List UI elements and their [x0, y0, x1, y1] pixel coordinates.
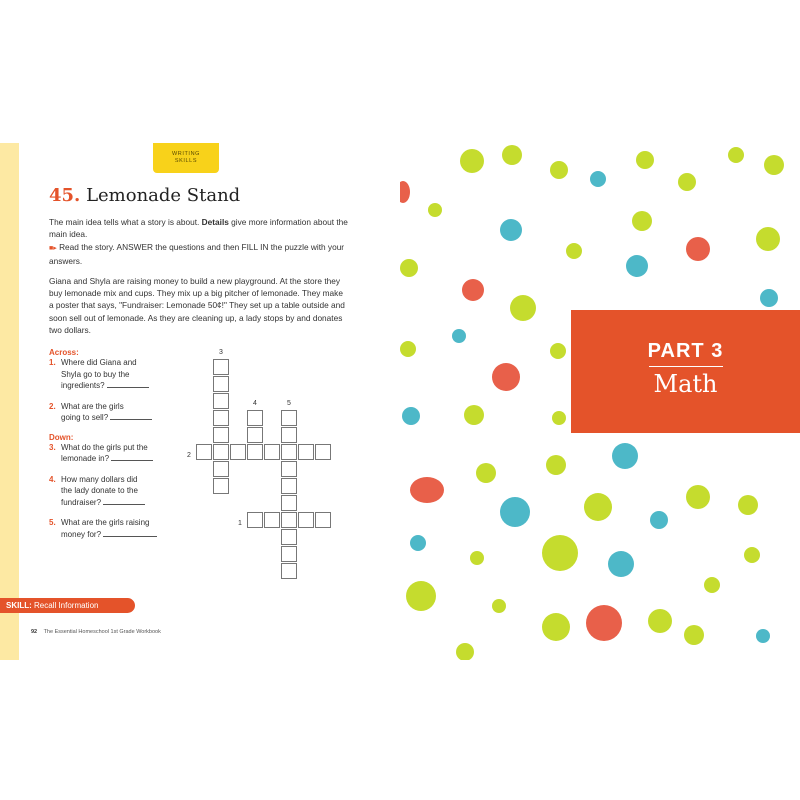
clue-number-1: 1 — [238, 520, 242, 527]
skill-label: SKILL: — [6, 601, 32, 610]
paint-dot — [470, 551, 484, 565]
activity-title: Lemonade Stand — [86, 185, 241, 206]
paint-dot — [552, 411, 566, 425]
clue-down-3 — [49, 442, 179, 465]
paint-dot — [632, 211, 652, 231]
paint-dot — [452, 329, 466, 343]
tab-line-1: WRITING — [171, 151, 201, 158]
grid-cell[interactable] — [281, 461, 297, 477]
paint-dot — [756, 629, 770, 643]
clue-line: Shyla go to buy the — [61, 369, 130, 379]
paint-dot — [546, 455, 566, 475]
grid-cell[interactable] — [281, 495, 297, 511]
clue-line: What do the girls put the — [61, 442, 148, 452]
grid-cell[interactable] — [264, 444, 280, 460]
paint-dot — [402, 407, 420, 425]
paint-dot — [760, 289, 778, 307]
paint-dot — [542, 613, 570, 641]
part-divider — [649, 366, 723, 367]
paint-dot — [590, 171, 606, 187]
paint-dot — [542, 535, 578, 571]
left-page — [0, 143, 400, 660]
paint-dot — [460, 149, 484, 173]
paint-dot — [400, 341, 416, 357]
grid-cell[interactable] — [213, 461, 229, 477]
grid-cell[interactable] — [213, 376, 229, 392]
paint-dot — [738, 495, 758, 515]
grid-cell[interactable] — [281, 546, 297, 562]
grid-cell[interactable] — [281, 410, 297, 426]
answer-blank[interactable] — [107, 381, 149, 388]
grid-cell[interactable] — [247, 512, 263, 528]
clue-line: ingredients? — [61, 381, 105, 390]
answer-blank[interactable] — [103, 498, 145, 505]
grid-cell[interactable] — [247, 444, 263, 460]
clue-line: What are the girls raising — [61, 518, 150, 527]
page-title — [49, 185, 240, 206]
grid-cell[interactable] — [247, 427, 263, 443]
paint-dot — [626, 255, 648, 277]
clue-line: Where did Giana and — [61, 358, 137, 367]
skill-text: Recall Information — [31, 601, 99, 610]
activity-number: 45. — [49, 185, 81, 206]
paint-dot — [428, 203, 442, 217]
clue-line: lemonade in? — [61, 454, 110, 463]
paint-dot — [678, 173, 696, 191]
paint-dot — [510, 295, 536, 321]
clue-line: money for? — [61, 529, 102, 539]
paint-dot — [686, 237, 710, 261]
paint-dot — [400, 259, 418, 277]
paint-dot — [550, 161, 568, 179]
clue-number: 1. — [49, 358, 56, 367]
paint-dot — [462, 279, 484, 301]
grid-cell[interactable] — [213, 478, 229, 494]
paint-dot — [492, 363, 520, 391]
intro-text — [49, 216, 349, 240]
paint-dot — [608, 551, 634, 577]
paint-dot — [650, 511, 668, 529]
right-page — [400, 143, 800, 660]
section-tab — [153, 143, 219, 173]
grid-cell[interactable] — [213, 427, 229, 443]
paint-dot — [584, 493, 612, 521]
paint-dot — [500, 219, 522, 241]
grid-cell[interactable] — [281, 512, 297, 528]
clue-down-4 — [49, 474, 179, 509]
paint-dot — [410, 477, 444, 503]
intro-part-2: give more information about the main idea. — [49, 217, 348, 240]
story-text: Giana and Shyla are raising money to build a new playground. At the store they buy lemonade mix and cups. They mix up a big pitcher of lemonade. They make a poster that says, "Fundraiser: Lemonade 50¢!" They set up a table outside and soon sell out of lemonade. As they are cleaning up, a lady stops by and donates two dollars. — [49, 276, 345, 335]
paint-dot — [728, 147, 744, 163]
grid-cell[interactable] — [315, 444, 331, 460]
page-number: 92 — [31, 629, 38, 635]
clue-number-2: 2 — [187, 452, 191, 459]
clue-line: the lady donate to the — [61, 486, 138, 495]
clue-number-3: 3 — [219, 349, 223, 356]
clue-number-4: 4 — [253, 400, 257, 407]
grid-cell[interactable] — [281, 563, 297, 579]
clue-line: How many dollars did — [61, 474, 138, 484]
clue-line: fundraiser? — [61, 497, 102, 507]
grid-cell[interactable] — [281, 478, 297, 494]
grid-cell[interactable] — [264, 512, 280, 528]
paint-dot — [686, 485, 710, 509]
clue-number: 5. — [49, 518, 56, 527]
grid-cell[interactable] — [281, 444, 297, 460]
grid-cell[interactable] — [213, 359, 229, 375]
clue-across-1 — [49, 357, 179, 392]
across-heading: Across: — [49, 348, 79, 357]
paint-dot — [586, 605, 622, 641]
part-label: PART 3 — [647, 340, 724, 362]
skill-banner — [0, 598, 135, 613]
paint-dot — [410, 535, 426, 551]
paint-dot — [456, 643, 474, 660]
grid-cell[interactable] — [196, 444, 212, 460]
grid-cell[interactable] — [298, 444, 314, 460]
book-title: The Essential Homeschool 1st Grade Workbook — [43, 629, 161, 635]
paint-dot — [636, 151, 654, 169]
arrow-icon: ■▸ — [49, 245, 57, 252]
down-heading: Down: — [49, 432, 74, 442]
book-spread — [0, 143, 800, 660]
paint-dot — [492, 599, 506, 613]
grid-cell[interactable] — [247, 410, 263, 426]
clue-across-2 — [49, 401, 179, 424]
paint-dot — [684, 625, 704, 645]
paint-dot — [500, 497, 530, 527]
grid-cell[interactable] — [298, 512, 314, 528]
instruction-text — [49, 241, 349, 267]
clue-down-5 — [49, 517, 179, 540]
clue-line: What are the girls — [61, 401, 124, 411]
intro-part-1: The main idea tells what a story is about. — [49, 217, 202, 227]
part-name: Math — [653, 370, 718, 398]
instruction-body: Read the story. ANSWER the questions and then FILL IN the puzzle with your answers. — [49, 242, 345, 267]
grid-cell[interactable] — [281, 529, 297, 545]
grid-cell[interactable] — [213, 444, 229, 460]
answer-blank[interactable] — [111, 454, 153, 461]
grid-cell[interactable] — [213, 410, 229, 426]
page-footer — [31, 629, 161, 635]
paint-dot — [566, 243, 582, 259]
clue-line: going to sell? — [61, 413, 109, 422]
clue-number-5: 5 — [287, 400, 291, 407]
paint-dot — [744, 547, 760, 563]
paint-dot — [550, 343, 566, 359]
grid-cell[interactable] — [213, 393, 229, 409]
paint-dot — [612, 443, 638, 469]
paint-dot — [476, 463, 496, 483]
clue-number: 2. — [49, 401, 56, 411]
paint-dot — [502, 145, 522, 165]
paint-dot — [406, 581, 436, 611]
paint-dot — [648, 609, 672, 633]
paint-dot — [400, 181, 410, 203]
clue-list — [49, 348, 179, 540]
clue-number: 4. — [49, 474, 56, 484]
grid-cell[interactable] — [230, 444, 246, 460]
grid-cell[interactable] — [281, 427, 297, 443]
clue-number: 3. — [49, 442, 56, 452]
page-edge-strip — [0, 143, 19, 660]
part-banner — [571, 310, 800, 433]
paint-dot — [464, 405, 484, 425]
tab-line-2: SKILLS — [174, 158, 198, 164]
grid-cell[interactable] — [315, 512, 331, 528]
answer-blank[interactable] — [110, 413, 152, 420]
answer-blank[interactable] — [103, 530, 157, 537]
intro-bold-word: Details — [201, 217, 229, 227]
paint-dot — [756, 227, 780, 251]
paint-dot — [704, 577, 720, 593]
paint-dot — [764, 155, 784, 175]
